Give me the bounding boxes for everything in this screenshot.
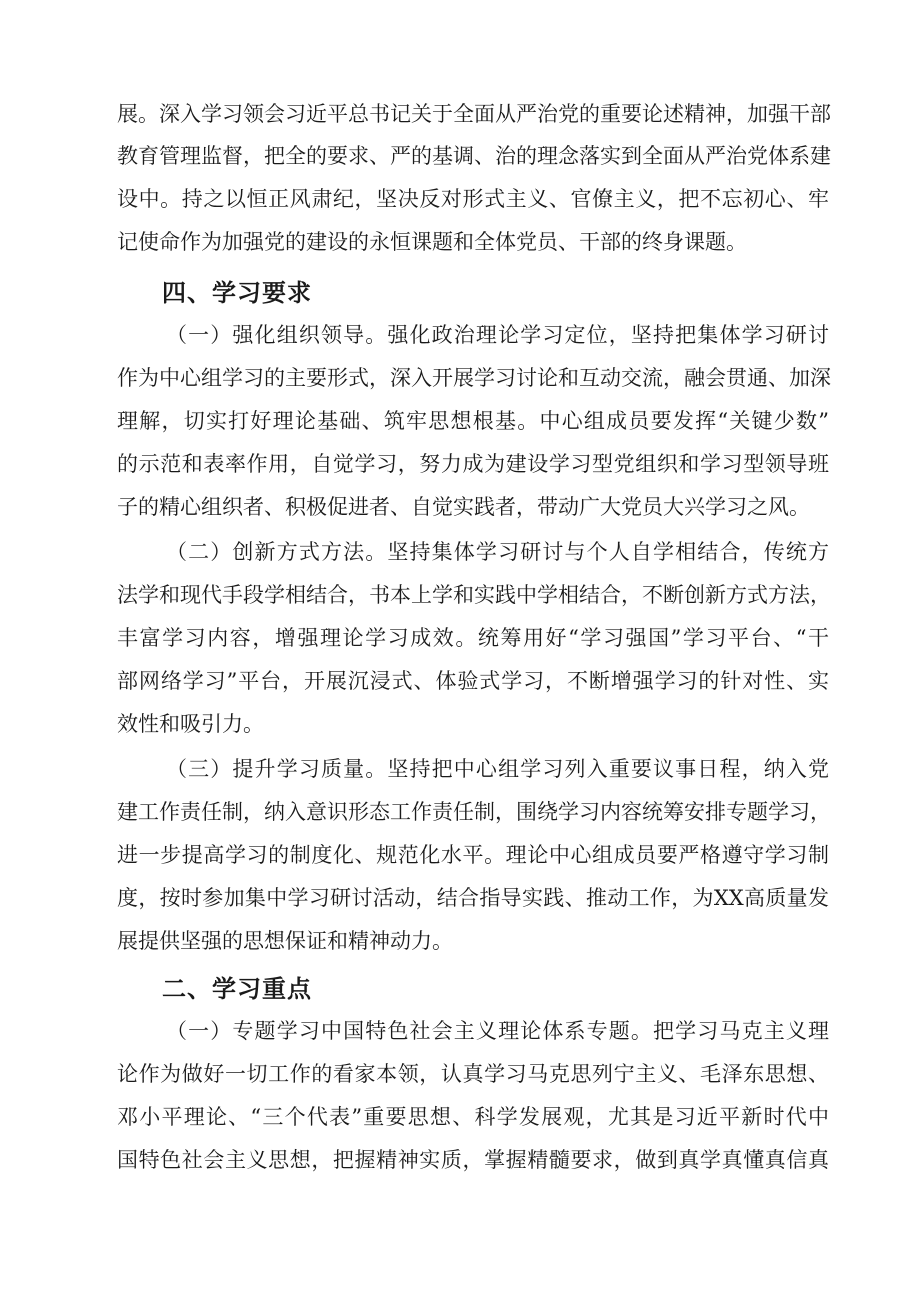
paragraph-line: 记使命作为加强党的建设的永恒课题和全体党员、干部的终身课题。 <box>117 230 747 254</box>
paragraph-line: 法学和现代手段学相结合，书本上学和实践中学相结合，不断创新方式方法， <box>117 583 831 607</box>
paragraph-line: 展提供坚强的思想保证和精神动力。 <box>117 929 453 953</box>
paragraph-line: 进一步提高学习的制度化、规范化水平。理论中心组成员要严格遵守学习制 <box>117 843 829 867</box>
paragraph-line: （一）专题学习中国特色社会主义理论体系专题。把学习马克主义理 <box>166 1019 829 1043</box>
paragraph-line: （三）提升学习质量。坚持把中心组学习列入重要议事日程，纳入党 <box>166 757 829 781</box>
paragraph-line: 邓小平理论、“三个代表”重要思想、科学发展观，尤其是习近平新时代中 <box>117 1105 829 1129</box>
paragraph-line: 丰富学习内容，增强理论学习成效。统筹用好“学习强国”学习平台、“干 <box>117 626 829 650</box>
paragraph-line: 理解，切实打好理论基础、筑牢思想根基。中心组成员要发挥“关键少数” <box>117 409 829 433</box>
paragraph-line: （二）创新方式方法。坚持集体学习研讨与个人自学相结合，传统方 <box>166 540 829 564</box>
paragraph-line: 教育管理监督，把全的要求、严的基调、治的理念落实到全面从严治党体系建 <box>117 144 831 168</box>
paragraph-line: （一）强化组织领导。强化政治理论学习定位，坚持把集体学习研讨 <box>166 323 829 347</box>
paragraph-line: 度，按时参加集中学习研讨活动，结合指导实践、推动工作，为XX高质量发 <box>117 886 829 910</box>
paragraph-line: 建工作责任制，纳入意识形态工作责任制，围绕学习内容统筹安排专题学习， <box>117 800 831 824</box>
section-heading-4: 四、学习要求 <box>162 279 312 307</box>
paragraph-line: 效性和吸引力。 <box>117 712 264 736</box>
paragraph-line: 论作为做好一切工作的看家本领，认真学习马克思列宁主义、毛泽东思想、 <box>117 1062 829 1086</box>
paragraph-line: 国特色社会主义思想，把握精神实质，掌握精髓要求，做到真学真懂真信真 <box>117 1148 829 1172</box>
paragraph-line: 作为中心组学习的主要形式，深入开展学习讨论和互动交流，融会贯通、加深 <box>117 366 831 390</box>
paragraph-line: 部网络学习”平台，开展沉浸式、体验式学习，不断增强学习的针对性、实 <box>117 669 829 693</box>
paragraph-line: 设中。持之以恒正风肃纪，坚决反对形式主义、官僚主义，把不忘初心、牢 <box>117 187 829 211</box>
paragraph-line: 子的精心组织者、积极促进者、自觉实践者，带动广大党员大兴学习之风。 <box>117 495 810 519</box>
paragraph-line: 展。深入学习领会习近平总书记关于全面从严治党的重要论述精神，加强干部 <box>117 102 831 126</box>
section-heading-2: 二、学习重点 <box>162 975 312 1003</box>
paragraph-line: 的示范和表率作用，自觉学习，努力成为建设学习型党组织和学习型领导班 <box>117 452 829 476</box>
